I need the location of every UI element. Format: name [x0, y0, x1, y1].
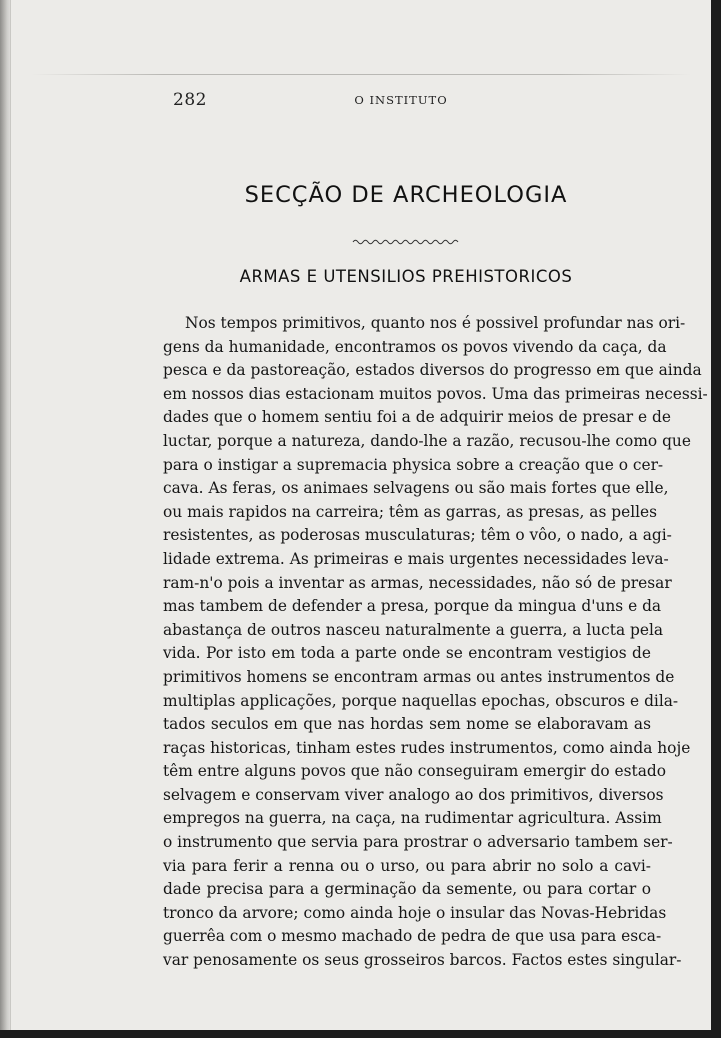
text-line: selvagem e conservam viver analogo ao dos primitivos, diversos [163, 785, 664, 804]
text-line: lidade extrema. As primeiras e mais urgentes necessidades leva- [163, 549, 669, 568]
header-rule [31, 74, 691, 75]
text-line: resistentes, as poderosas musculaturas; têm o vôo, o nado, a agi- [163, 526, 672, 545]
text-line: ram-n'o pois a inventar as armas, necessidades, não só de presar [163, 573, 672, 592]
text-line: abastança de outros nasceu naturalmente a guerra, a lucta pela [163, 620, 664, 639]
running-head: O INSTITUTO [354, 93, 448, 107]
body-text [163, 312, 708, 973]
text-line: tronco da arvore; como ainda hoje o insular das Novas-Hebridas [163, 903, 667, 922]
text-line: tados seculos em que nas hordas sem nome se elaboravam as [163, 715, 651, 734]
wavy-divider-ornament [353, 238, 459, 246]
page-number: 282 [173, 90, 207, 110]
text-line: vida. Por isto em toda a parte onde se encontram vestigios de [163, 644, 651, 663]
text-line: têm entre alguns povos que não conseguiram emergir do estado [163, 762, 666, 781]
text-line: mas tambem de defender a presa, porque da mingua d'uns e da [163, 597, 662, 616]
text-line: dades que o homem sentiu foi a de adquirir meios de presar e de [163, 408, 671, 427]
scan-border-bottom [0, 1030, 721, 1038]
article-subtitle: ARMAS E UTENSILIOS PREHISTORICOS [239, 267, 573, 286]
text-line: Nos tempos primitivos, quanto nos é possivel profundar nas ori- [185, 314, 686, 332]
text-line: var penosamente os seus grosseiros barcos. Factos estes singular- [163, 951, 682, 970]
text-line: raças historicas, tinham estes rudes instrumentos, como ainda hoje [163, 738, 691, 757]
text-line: luctar, porque a natureza, dando-lhe a razão, recusou-lhe como que [163, 431, 691, 450]
text-line: pesca e da pastoreação, estados diversos do progresso em que ainda [163, 361, 702, 380]
text-line: multiplas applicações, porque naquellas epochas, obscuros e dila- [163, 691, 679, 710]
text-line: primitivos homens se encontram armas ou antes instrumentos de [163, 667, 675, 686]
text-line: guerrêa com o mesmo machado de pedra de que usa para esca- [163, 927, 662, 946]
scan-border-right [711, 0, 721, 1038]
book-page [10, 0, 711, 1030]
text-line: gens da humanidade, encontramos os povos vivendo da caça, da [163, 337, 667, 356]
text-line: cava. As feras, os animaes selvagens ou são mais fortes que elle, [163, 479, 669, 498]
text-line: via para ferir a renna ou o urso, ou para abrir no solo a cavi- [163, 856, 651, 875]
text-line: em nossos dias estacionam muitos povos. Uma das primeiras necessi- [163, 384, 708, 403]
text-line: o instrumento que servia para prostrar o adversario tambem ser- [163, 833, 673, 852]
text-line: dade precisa para a germinação da semente, ou para cortar o [163, 880, 651, 899]
section-title: SECÇÃO DE ARCHEOLOGIA [244, 182, 568, 208]
text-line: para o instigar a supremacia physica sobre a creação que o cer- [163, 455, 664, 474]
text-line: empregos na guerra, na caça, na rudimentar agricultura. Assim [163, 809, 662, 828]
text-line: ou mais rapidos na carreira; têm as garras, as presas, as pelles [163, 502, 658, 521]
